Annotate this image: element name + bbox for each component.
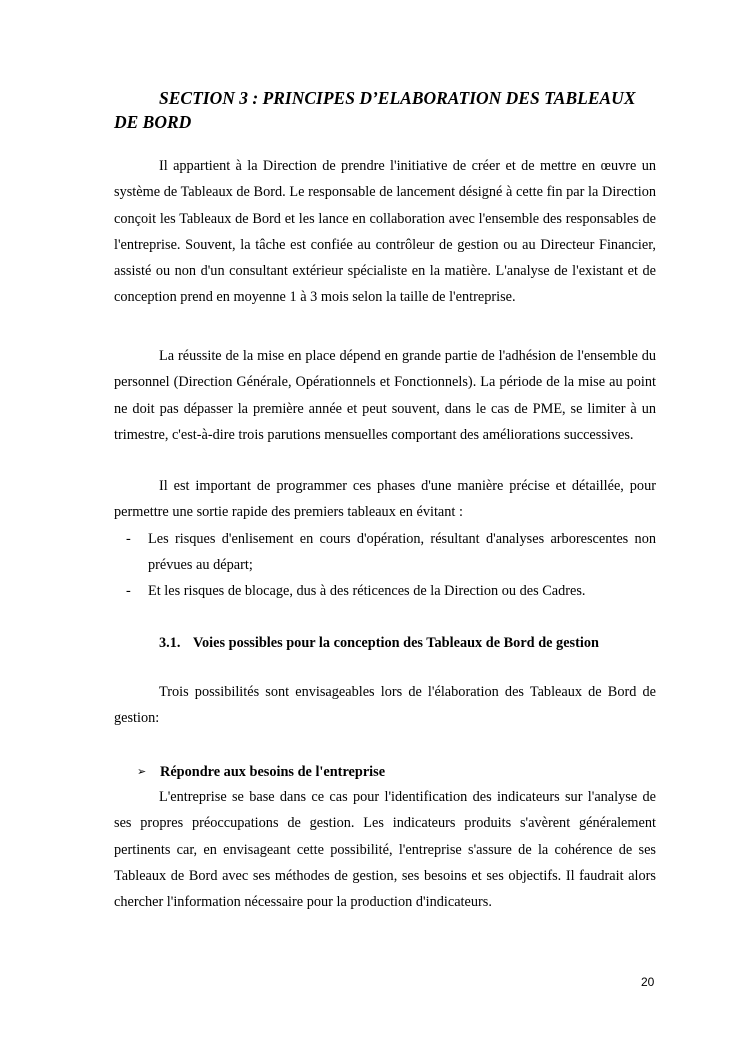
subsection-title: Voies possibles pour la conception des Tableaux de Bord de gestion xyxy=(193,635,599,651)
subsection-heading xyxy=(159,630,599,656)
paragraph-reussite: La réussite de la mise en place dépend en grande partie de l'adhésion de l'ensemble du personnel (Direction Générale, Opérationnels et Fonctionnels). La période de la mise au point ne doit pas dépasser la première année et peut souvent, dans le cas de PME, se limiter à un trimestre, c'est-à-dire trois parutions mensuelles comportant des améliorations successives. xyxy=(114,348,656,443)
page-number: 20 xyxy=(641,975,655,989)
bullet-dash: - xyxy=(126,531,131,547)
section-title: SECTION 3 : PRINCIPES D’ELABORATION DES TABLEAUX DE BORD xyxy=(114,88,636,132)
paragraph-programmer: Il est important de programmer ces phases d'une manière précise et détaillée, pour permettre une sortie rapide des premiers tableaux en évitant : xyxy=(114,478,656,521)
subsection-number: 3.1. xyxy=(159,635,181,651)
paragraph-besoins: L'entreprise se base dans ce cas pour l'identification des indicateurs sur l'analyse de ses propres préoccupations de gestion. Les indicateurs produits s'avèrent généralement pertinents car, en envisageant cette possibilité, l'entreprise s'assure de la cohérence de ses Tableaux de Bord avec ses méthodes de gestion, ses besoins et ses objectifs. Il faudrait alors chercher l'information nécessaire pour la production d'indicateurs. xyxy=(114,789,656,911)
arrow-heading-title: Répondre aux besoins de l'entreprise xyxy=(160,764,386,780)
bullet-item-enlisement: Les risques d'enlisement en cours d'opération, résultant d'analyses arborescentes non prévues au départ; xyxy=(148,531,656,574)
paragraph-possibilites: Trois possibilités sont envisageables lors de l'élaboration des Tableaux de Bord de gestion: xyxy=(114,684,656,727)
paragraph-direction: Il appartient à la Direction de prendre l'initiative de créer et de mettre en œuvre un système de Tableaux de Bord. Le responsable de lancement désigné à cette fin par la Direction conçoit les Tableaux de Bord et les lance en collaboration avec l'ensemble des responsables de l'entreprise. Souvent, la tâche est confiée au contrôleur de gestion ou au Directeur Financier, assisté ou non d'un consultant extérieur spécialiste en la matière. L'analyse de l'existant et de conception prend en moyenne 1 à 3 mois selon la taille de l'entreprise. xyxy=(114,158,656,306)
arrow-bullet-icon: ➢ xyxy=(137,766,147,778)
bullet-item-blocage: Et les risques de blocage, dus à des réticences de la Direction ou des Cadres. xyxy=(148,583,586,599)
arrow-heading xyxy=(137,759,385,785)
bullet-dash: - xyxy=(126,583,131,599)
